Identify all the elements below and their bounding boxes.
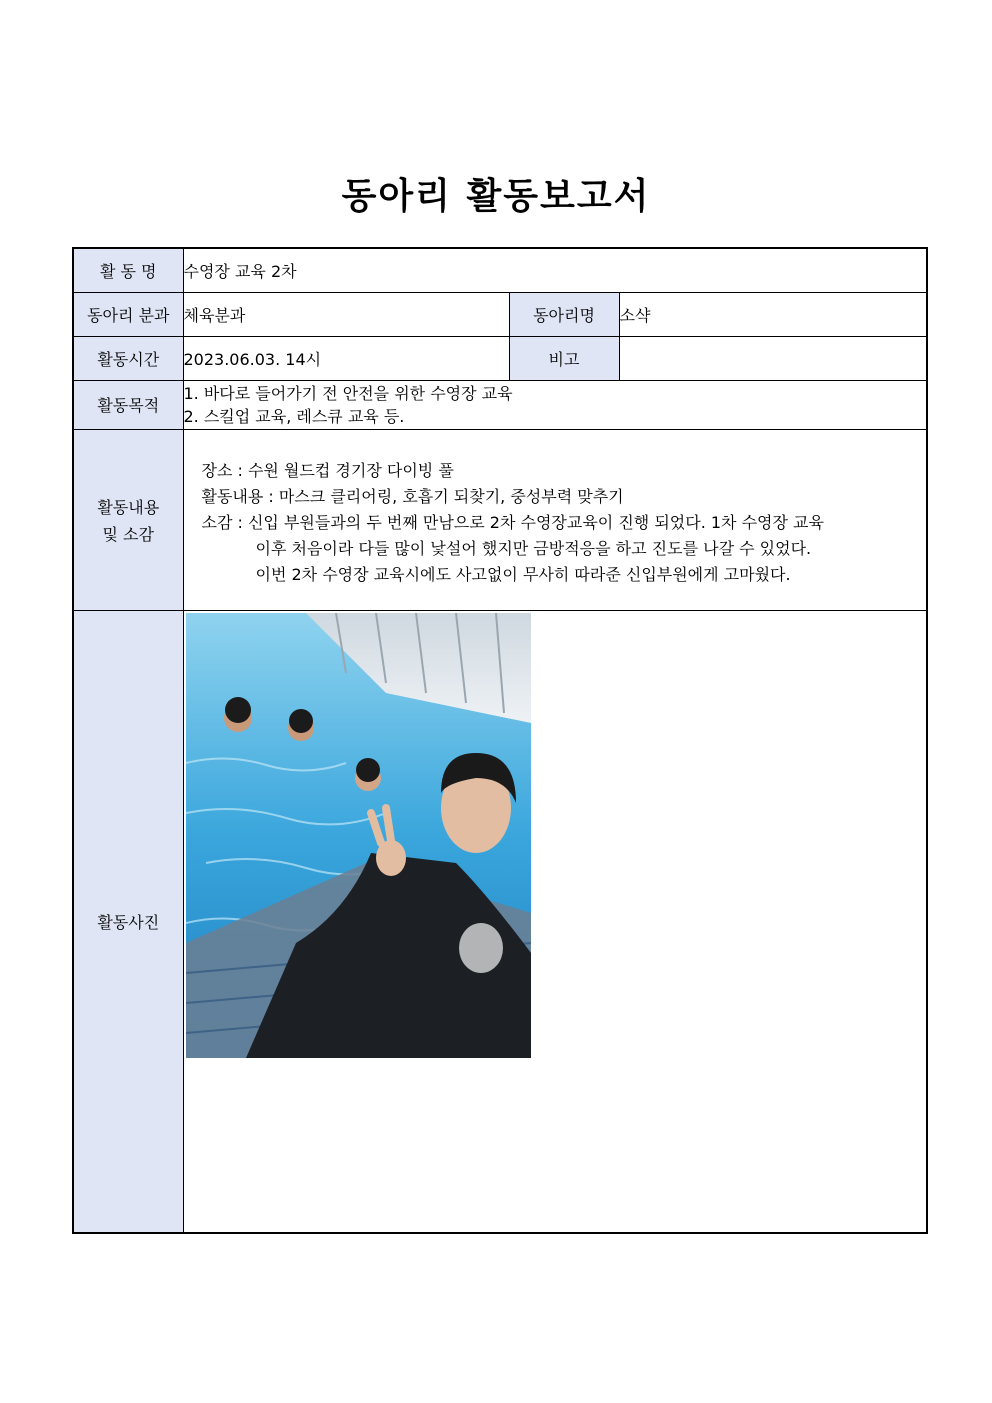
purpose-line-1: 1. 바다로 들어가기 전 안전을 위한 수영장 교육 (183, 383, 513, 403)
content-label-line-2: 및 소감 (102, 524, 154, 544)
document-title: 동아리 활동보고서 (341, 176, 651, 217)
club-name-value: 소샥 (619, 292, 927, 336)
photo-label: 활동사진 (73, 610, 183, 1233)
activity-time-label: 활동시간 (73, 336, 183, 380)
report-table (72, 247, 928, 1234)
content-impression-3: 이번 2차 수영장 교육시에도 사고없이 무사히 따라준 신입부원에게 고마웠다. (255, 564, 791, 584)
activity-photo (186, 613, 531, 1058)
activity-time-value: 2023.06.03. 14시 (183, 336, 509, 380)
content-label (73, 429, 183, 610)
content-value (183, 429, 927, 610)
row-content (73, 429, 927, 610)
purpose-value (183, 380, 927, 429)
row-division (73, 292, 927, 336)
row-photo (73, 610, 927, 1233)
activity-name-label: 활 동 명 (73, 248, 183, 292)
row-time (73, 336, 927, 380)
activity-name-value: 수영장 교육 2차 (183, 248, 927, 292)
photo-cell (183, 610, 927, 1233)
content-place: 장소 : 수원 월드컵 경기장 다이빙 풀 (201, 460, 454, 480)
club-name-label: 동아리명 (509, 292, 619, 336)
purpose-label: 활동목적 (73, 380, 183, 429)
content-label-line-1: 활동내용 (97, 497, 160, 517)
row-purpose (73, 380, 927, 429)
content-impression-1: 소감 : 신입 부원들과의 두 번째 만남으로 2차 수영장교육이 진행 되었다. 1차 수영장 교육 (201, 512, 824, 532)
note-value (619, 336, 927, 380)
purpose-line-2: 2. 스킬업 교육, 레스큐 교육 등. (183, 406, 405, 426)
content-activity: 활동내용 : 마스크 클리어링, 호흡기 되찾기, 중성부력 맞추기 (201, 486, 624, 506)
division-value: 체육분과 (183, 292, 509, 336)
division-label: 동아리 분과 (73, 292, 183, 336)
note-label: 비고 (509, 336, 619, 380)
content-impression-2: 이후 처음이라 다들 많이 낯설어 했지만 금방적응을 하고 진도를 나갈 수 있었다. (255, 538, 812, 558)
row-activity-name (73, 248, 927, 292)
